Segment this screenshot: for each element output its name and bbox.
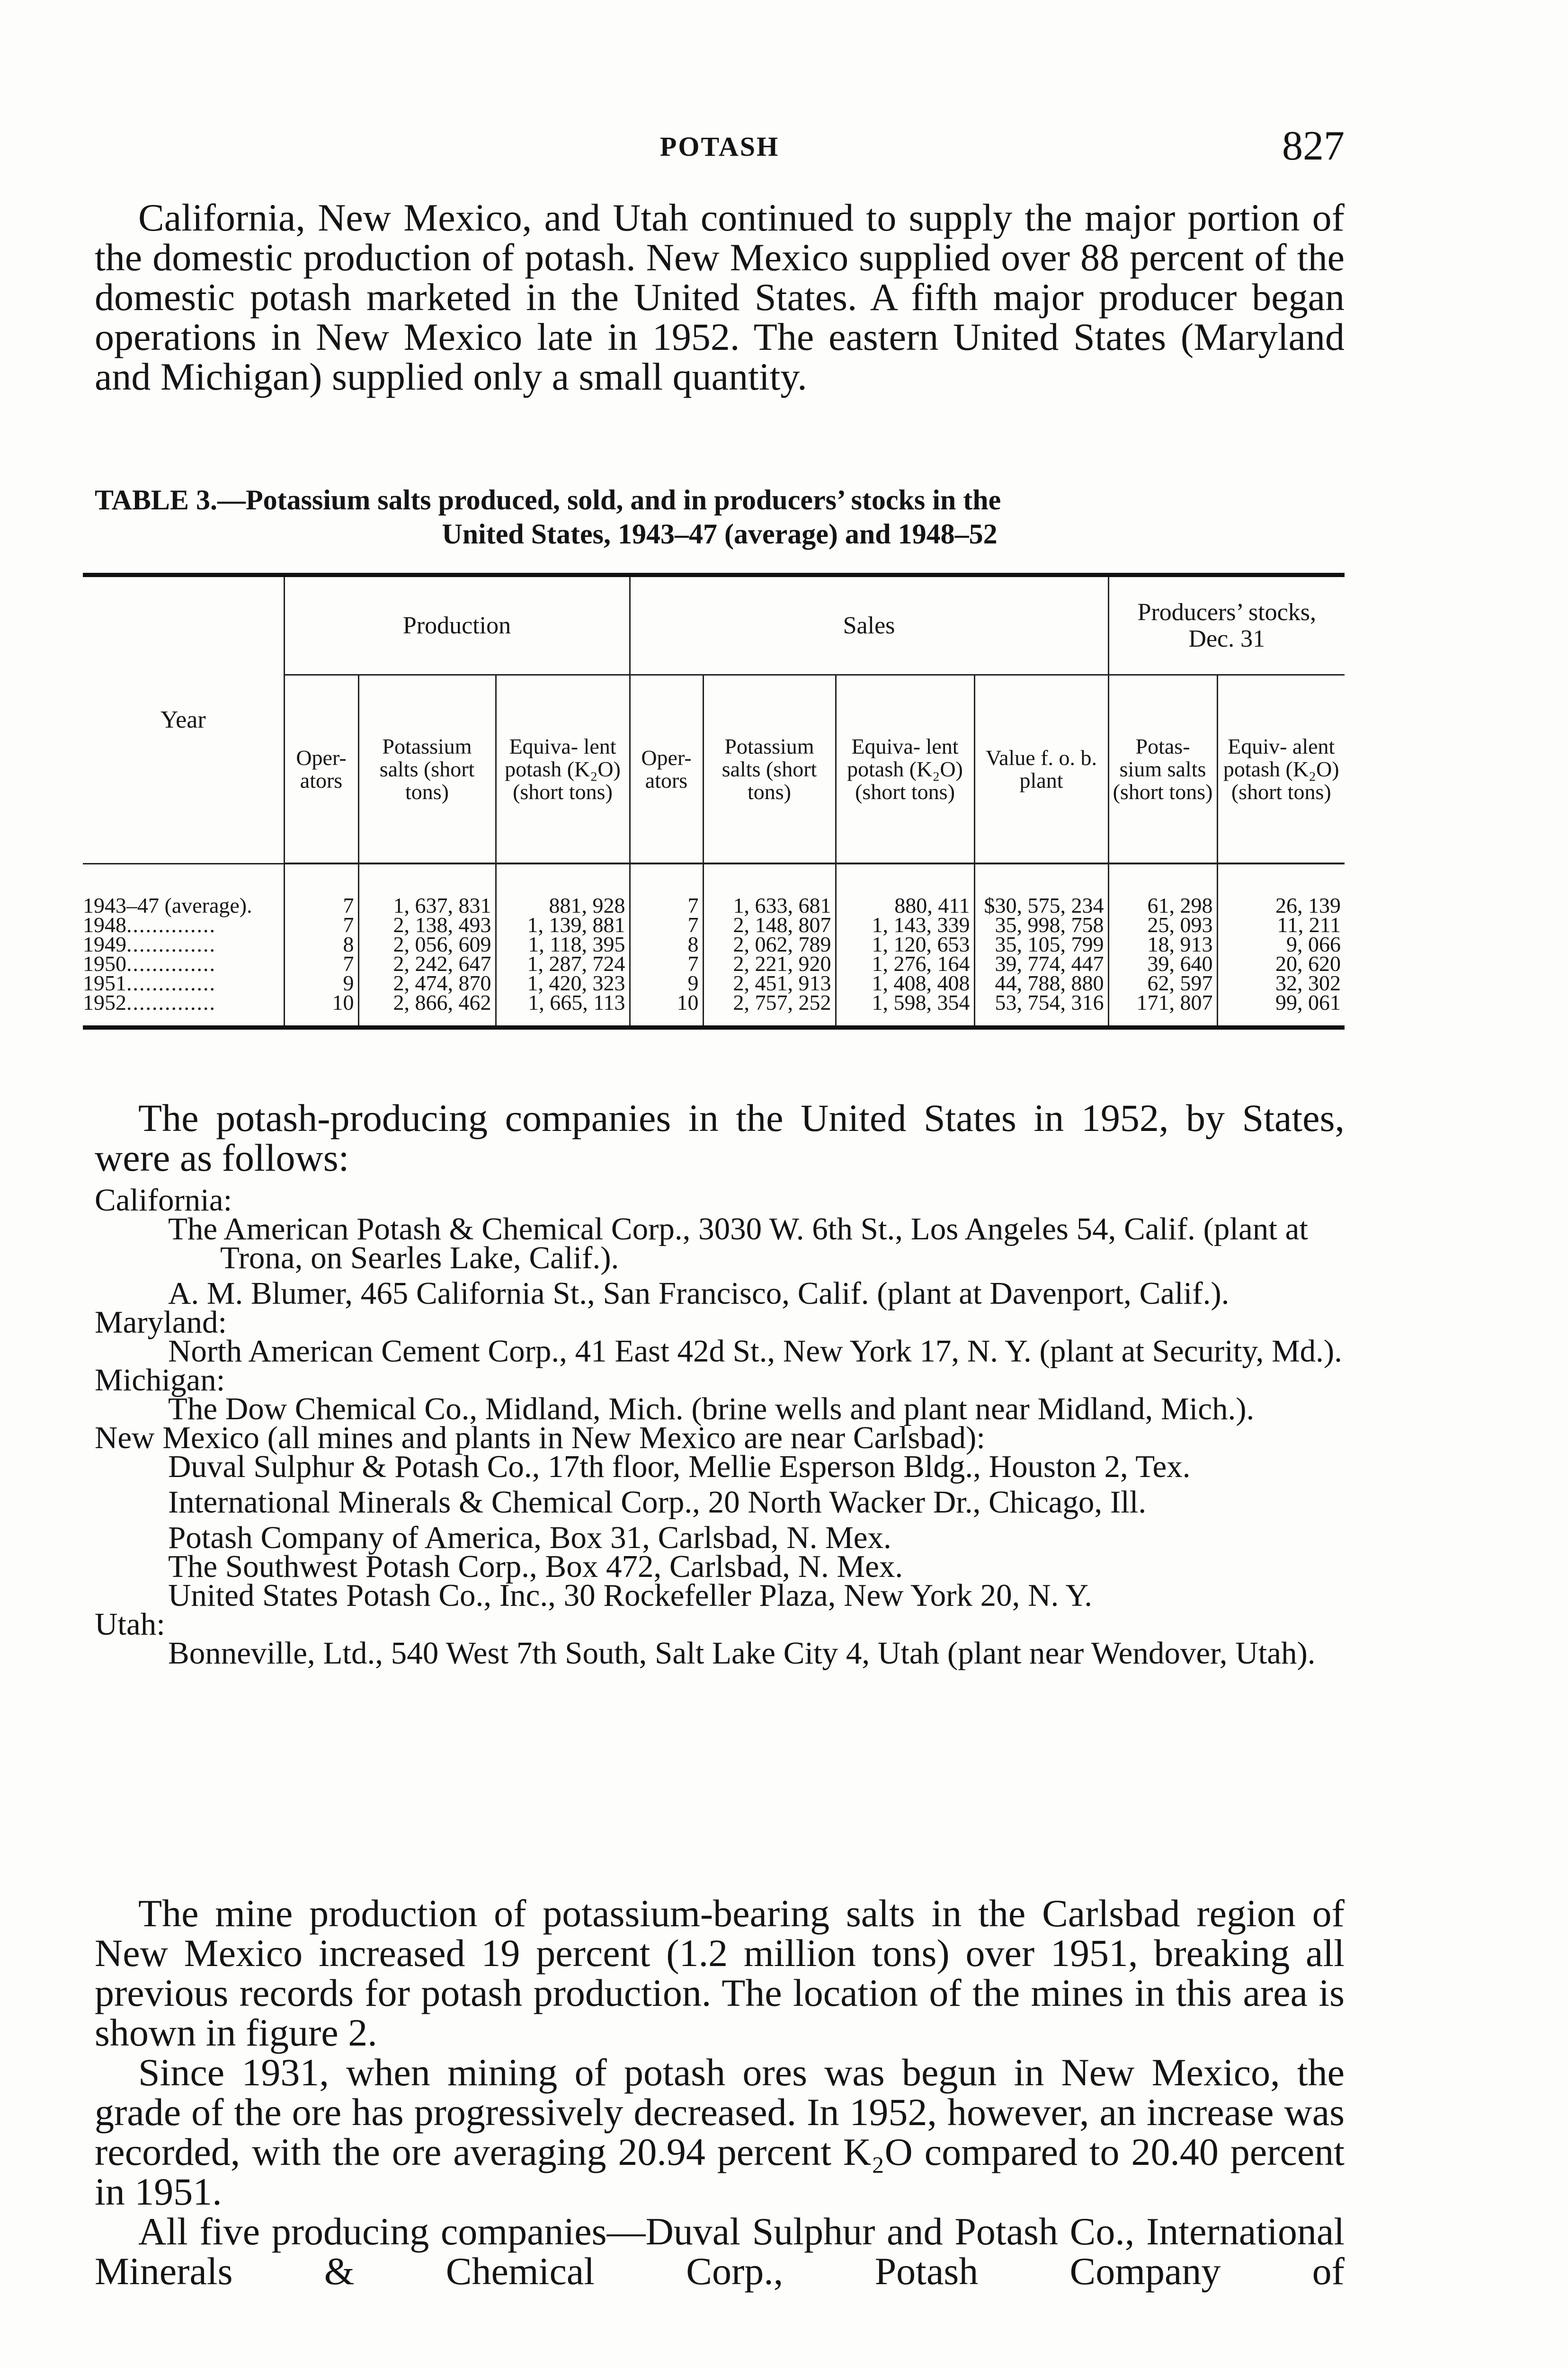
year-text: 1952 — [83, 990, 126, 1014]
cell-sales-operators: 7 — [630, 954, 703, 973]
cell-stocks-k2o: 20, 620 — [1217, 954, 1345, 973]
company-entry: North American Cement Corp., 41 East 42d St., New York 17, N. Y. (plant at Security, Md.). — [168, 1334, 1342, 1369]
company-entry: Bonneville, Ltd., 540 West 7th South, Salt Lake City 4, Utah (plant near Wendover, Utah). — [168, 1636, 1316, 1671]
state-michigan-label: Michigan: — [95, 1362, 225, 1397]
cell-sales-salts: 2, 221, 920 — [703, 954, 836, 973]
state-utah-label: Utah: — [95, 1607, 165, 1642]
col-sales-operators: Oper- ators — [630, 675, 703, 864]
table-row — [83, 915, 1345, 934]
year-text: 1951 — [83, 971, 126, 995]
cell-stocks-k2o: 99, 061 — [1217, 993, 1345, 1028]
year-text: 1943–47 (average) — [83, 893, 247, 917]
cell-stocks-k2o: 11, 211 — [1217, 915, 1345, 934]
cell-sales-k2o: 1, 276, 164 — [836, 954, 974, 973]
companies-list — [95, 1183, 1345, 1671]
cell-sales-operators: 10 — [630, 993, 703, 1028]
year-header: Year — [83, 575, 284, 864]
statistics-table-wrapper — [83, 573, 1345, 1030]
row-year — [83, 863, 284, 915]
table-row — [83, 934, 1345, 954]
cell-prod-salts: 1, 637, 831 — [358, 863, 496, 915]
cell-sales-salts: 2, 451, 913 — [703, 973, 836, 993]
page-number: 827 — [1282, 123, 1345, 169]
cell-stocks-salts: 62, 597 — [1108, 973, 1217, 993]
cell-prod-k2o: 1, 139, 881 — [496, 915, 630, 934]
cell-sales-operators: 7 — [630, 915, 703, 934]
col-prod-operators: Oper- ators — [284, 675, 358, 864]
col-prod-k2o: Equiva- lent potash (K₂O) (short tons) — [496, 675, 630, 864]
cell-sales-value: 53, 754, 316 — [974, 993, 1108, 1028]
state-california-label: California: — [95, 1183, 232, 1218]
closing-paragraph: All five producing companies—Duval Sulphur and Potash Co., International Minerals & Chemical Corp., Potash Company of — [95, 2210, 1345, 2293]
sales-group-header: Sales — [630, 575, 1108, 675]
cell-sales-salts: 1, 633, 681 — [703, 863, 836, 915]
cell-sales-k2o: 1, 120, 653 — [836, 934, 974, 954]
col-sales-k2o: Equiva- lent potash (K₂O) (short tons) — [836, 675, 974, 864]
cell-stocks-salts: 171, 807 — [1108, 993, 1217, 1028]
company-entry: The Southwest Potash Corp., Box 472, Carlsbad, N. Mex. — [168, 1549, 903, 1584]
cell-sales-operators: 9 — [630, 973, 703, 993]
row-year — [83, 934, 284, 954]
cell-sales-salts: 2, 062, 789 — [703, 934, 836, 954]
closing-paragraph: Since 1931, when mining of potash ores was begun in New Mexico, the grade of the ore has progressively decreased. In 1952, however, an increase was recorded, with the ore averaging 20.94 percent K₂O compared to 20.40 percent in 1951. — [95, 2051, 1345, 2213]
closing-section — [95, 1894, 1345, 2291]
year-text: 1948 — [83, 913, 126, 937]
leader-dots: .............. — [126, 913, 216, 937]
cell-sales-k2o: 1, 598, 354 — [836, 993, 974, 1028]
col-stocks-salts: Potas- sium salts (short tons) — [1108, 675, 1217, 864]
cell-sales-k2o: 880, 411 — [836, 863, 974, 915]
running-title: POTASH — [659, 131, 780, 162]
company-entry: Potash Company of America, Box 31, Carlsbad, N. Mex. — [168, 1520, 891, 1555]
company-entry: The Dow Chemical Co., Midland, Mich. (brine wells and plant near Midland, Mich.). — [168, 1391, 1255, 1426]
bottom-rule-cell — [83, 1028, 1345, 1030]
row-year — [83, 913, 284, 937]
year-text: 1950 — [83, 952, 126, 976]
row-year — [83, 952, 284, 976]
cell-prod-operators: 7 — [284, 915, 358, 934]
cell-prod-operators: 9 — [284, 973, 358, 993]
companies-intro-section — [95, 1098, 1345, 1178]
cell-stocks-k2o: 32, 302 — [1217, 973, 1345, 993]
table-row — [83, 993, 1345, 1028]
cell-sales-salts: 2, 757, 252 — [703, 993, 836, 1028]
companies-intro: The potash-producing companies in the United States in 1952, by States, were as follows: — [95, 1096, 1345, 1179]
cell-sales-value: 35, 998, 758 — [974, 915, 1108, 934]
intro-section — [95, 198, 1345, 397]
col-sales-salts: Potassium salts (short tons) — [703, 675, 836, 864]
row-year — [83, 990, 284, 1028]
cell-stocks-k2o: 9, 066 — [1217, 934, 1345, 954]
company-entry: The American Potash & Chemical Corp., 3030 W. 6th St., Los Angeles 54, Calif. (plant at Trona, on Searles Lake, Calif.). — [168, 1211, 1308, 1275]
cell-prod-salts: 2, 474, 870 — [358, 973, 496, 993]
cell-sales-value: $30, 575, 234 — [974, 863, 1108, 915]
company-entry: United States Potash Co., Inc., 30 Rockefeller Plaza, New York 20, N. Y. — [168, 1578, 1093, 1613]
running-head — [95, 122, 1345, 174]
cell-sales-k2o: 1, 408, 408 — [836, 973, 974, 993]
table-bottom-rule — [83, 1028, 1345, 1030]
leader-dots: .............. — [126, 952, 216, 976]
cell-stocks-k2o: 26, 139 — [1217, 863, 1345, 915]
cell-prod-operators: 8 — [284, 934, 358, 954]
cell-sales-k2o: 1, 143, 339 — [836, 915, 974, 934]
cell-sales-value: 35, 105, 799 — [974, 934, 1108, 954]
leader-dots: . — [247, 893, 253, 917]
table-row — [83, 973, 1345, 993]
cell-stocks-salts: 61, 298 — [1108, 863, 1217, 915]
cell-prod-k2o: 1, 665, 113 — [496, 993, 630, 1028]
company-entry: Duval Sulphur & Potash Co., 17th floor, Mellie Esperson Bldg., Houston 2, Tex. — [168, 1449, 1191, 1484]
cell-prod-operators: 7 — [284, 954, 358, 973]
cell-prod-operators: 10 — [284, 993, 358, 1028]
cell-sales-value: 44, 788, 880 — [974, 973, 1108, 993]
company-entry: International Minerals & Chemical Corp., 20 North Wacker Dr., Chicago, Ill. — [168, 1485, 1147, 1520]
leader-dots: .............. — [126, 990, 216, 1014]
company-entry: A. M. Blumer, 465 California St., San Francisco, Calif. (plant at Davenport, Calif.). — [168, 1276, 1229, 1311]
statistics-table — [83, 573, 1345, 1030]
table-row — [83, 863, 1345, 915]
cell-prod-k2o: 1, 118, 395 — [496, 934, 630, 954]
table-row — [83, 954, 1345, 973]
stocks-group-header: Producers’ stocks, Dec. 31 — [1108, 575, 1345, 675]
table-caption-line-2: United States, 1943–47 (average) and 1948–52 — [442, 518, 998, 550]
table-caption-line-1: TABLE 3.—Potassium salts produced, sold, and in producers’ stocks in the — [95, 484, 1001, 516]
intro-paragraph: California, New Mexico, and Utah continued to supply the major portion of the domestic production of potash. New Mexico supplied over 88 percent of the domestic potash marketed in the United States. A fifth major producer began operations in New Mexico late in 1952. The eastern United States (Maryland and Michigan) supplied only a small quantity. — [95, 196, 1345, 398]
cell-prod-k2o: 1, 287, 724 — [496, 954, 630, 973]
row-year — [83, 973, 284, 993]
cell-sales-operators: 7 — [630, 863, 703, 915]
state-maryland-label: Maryland: — [95, 1305, 227, 1340]
state-new-mexico-label: New Mexico (all mines and plants in New Mexico are near Carlsbad): — [95, 1420, 985, 1455]
cell-sales-salts: 2, 148, 807 — [703, 915, 836, 934]
cell-stocks-salts: 18, 913 — [1108, 934, 1217, 954]
leader-dots: .............. — [126, 932, 216, 956]
cell-sales-value: 39, 774, 447 — [974, 954, 1108, 973]
cell-prod-k2o: 881, 928 — [496, 863, 630, 915]
col-sales-value: Value f. o. b. plant — [974, 675, 1108, 864]
table-caption — [95, 483, 1345, 551]
cell-prod-salts: 2, 242, 647 — [358, 954, 496, 973]
leader-dots: .............. — [126, 971, 216, 995]
cell-prod-salts: 2, 056, 609 — [358, 934, 496, 954]
cell-prod-salts: 2, 138, 493 — [358, 915, 496, 934]
cell-stocks-salts: 39, 640 — [1108, 954, 1217, 973]
cell-sales-operators: 8 — [630, 934, 703, 954]
col-stocks-k2o: Equiv- alent potash (K₂O) (short tons) — [1217, 675, 1345, 864]
cell-prod-operators: 7 — [284, 863, 358, 915]
production-group-header: Production — [284, 575, 630, 675]
cell-prod-salts: 2, 866, 462 — [358, 993, 496, 1028]
cell-stocks-salts: 25, 093 — [1108, 915, 1217, 934]
col-prod-salts: Potassium salts (short tons) — [358, 675, 496, 864]
closing-paragraph: The mine production of potassium-bearing salts in the Carlsbad region of New Mexico increased 19 percent (1.2 million tons) over 1951, breaking all previous records for potash production. The location of the mines in this area is shown in figure 2. — [95, 1892, 1345, 2054]
cell-prod-k2o: 1, 420, 323 — [496, 973, 630, 993]
year-text: 1949 — [83, 932, 126, 956]
